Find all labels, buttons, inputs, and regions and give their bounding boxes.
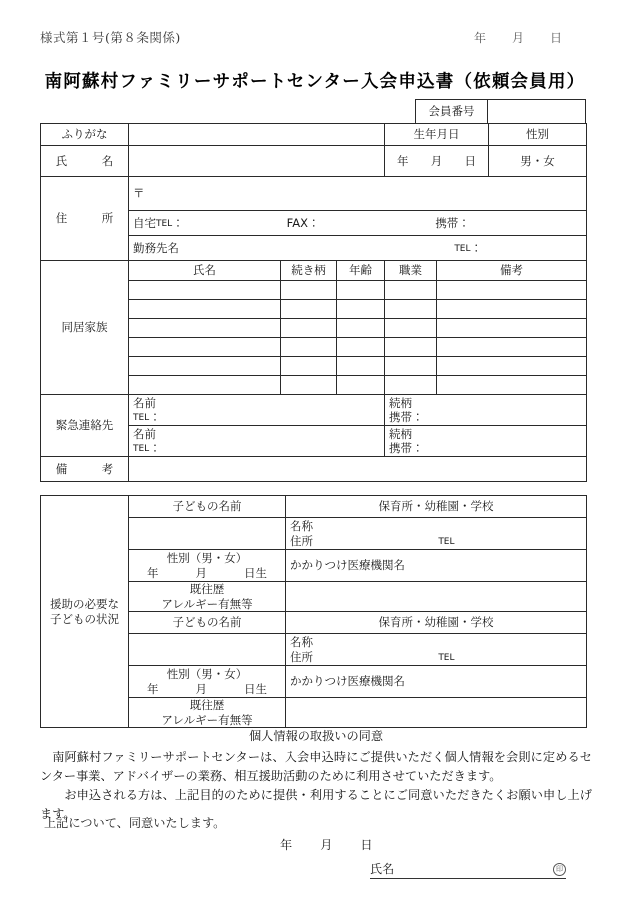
household-cell-relation[interactable] <box>281 357 337 376</box>
household-cell-job[interactable] <box>385 319 437 338</box>
facility-address-label: 住所 <box>290 649 313 664</box>
household-cell-relation[interactable] <box>281 319 337 338</box>
emergency-name-label: 名前 <box>133 426 156 441</box>
birthdate-field[interactable] <box>385 146 489 177</box>
consent-paragraph-2: お申込される方は、上記目的のために提供・利用することにご同意いただきたくお願い申し上げます。 <box>40 787 592 821</box>
household-cell-remarks[interactable] <box>437 300 587 319</box>
gender-label: 性別 <box>489 124 587 146</box>
emergency-relation-label: 続柄 <box>389 426 412 441</box>
birth-year-label: 年 <box>397 153 409 168</box>
name-label: 氏 名 <box>41 146 129 177</box>
child-gender-label: 性別（男・女） <box>166 667 248 682</box>
member-number-field[interactable] <box>488 100 586 124</box>
child-dob-month: 月 <box>195 565 207 580</box>
furigana-label: ふりがな <box>41 124 129 146</box>
member-number-row <box>416 100 586 124</box>
header-date-line <box>474 29 590 46</box>
child-1-header-row <box>41 496 587 518</box>
child-1-history-label-cell <box>129 582 286 612</box>
child-dob-line <box>133 566 281 580</box>
facility-name-label: 名称 <box>290 519 313 534</box>
contact-field[interactable] <box>129 211 587 236</box>
household-cell-age[interactable] <box>337 300 385 319</box>
child-1-gender-dob-cell[interactable] <box>129 550 286 582</box>
name-row <box>41 146 587 177</box>
facility-address-row <box>290 650 582 664</box>
emergency-name-cell-1[interactable] <box>129 395 385 426</box>
history-label-line2: アレルギー有無等 <box>161 712 253 727</box>
member-number-table <box>415 99 586 124</box>
household-cell-name[interactable] <box>129 357 281 376</box>
header-day-label: 日 <box>549 30 562 45</box>
household-col-name: 氏名 <box>129 261 281 281</box>
household-cell-job[interactable] <box>385 376 437 395</box>
household-cell-remarks[interactable] <box>437 357 587 376</box>
consent-date-line[interactable] <box>280 836 373 853</box>
facility-tel-label: TEL <box>438 536 455 547</box>
emergency-mobile-label: 携帯： <box>389 441 424 455</box>
household-col-relation: 続き柄 <box>281 261 337 281</box>
birth-day-label: 日 <box>464 153 476 168</box>
consent-day-label: 日 <box>360 838 373 852</box>
birthdate-label: 生年月日 <box>385 124 489 146</box>
history-label-line2: アレルギー有無等 <box>161 596 253 611</box>
child-gender-label: 性別（男・女） <box>166 551 248 566</box>
doctor-label: かかりつけ医療機関名 <box>290 558 405 573</box>
child-2-facility-cell[interactable] <box>286 634 587 666</box>
emergency-mobile-label: 携帯： <box>389 410 424 424</box>
remarks-row <box>41 457 587 482</box>
household-cell-relation[interactable] <box>281 376 337 395</box>
furigana-row <box>41 124 587 146</box>
household-cell-age[interactable] <box>337 281 385 300</box>
main-form-table <box>40 123 587 482</box>
child-2-history-field[interactable] <box>286 698 587 728</box>
child-1-facility-cell[interactable] <box>286 518 587 550</box>
household-cell-age[interactable] <box>337 357 385 376</box>
household-cell-remarks[interactable] <box>437 338 587 357</box>
fax-label: FAX： <box>286 215 320 230</box>
household-cell-job[interactable] <box>385 281 437 300</box>
mobile-label: 携帯： <box>435 215 470 230</box>
household-cell-relation[interactable] <box>281 338 337 357</box>
workplace-tel-label: TEL： <box>454 240 483 255</box>
child-1-history-field[interactable] <box>286 582 587 612</box>
child-2-name-field[interactable] <box>129 634 286 666</box>
consent-title: 個人情報の取扱いの同意 <box>248 729 384 743</box>
consent-month-label: 月 <box>320 838 333 852</box>
child-name-header: 子どもの名前 <box>129 612 286 634</box>
household-cell-relation[interactable] <box>281 300 337 319</box>
assistance-label-line1: 援助の必要な <box>50 597 119 612</box>
child-dob-year: 年 <box>147 565 159 580</box>
gender-options[interactable]: 男・女 <box>489 146 587 177</box>
household-cell-age[interactable] <box>337 319 385 338</box>
child-dob-month: 月 <box>195 681 207 696</box>
school-header: 保育所・幼稚園・学校 <box>286 612 587 634</box>
child-dob-line <box>133 682 281 696</box>
document-header <box>40 28 590 46</box>
postal-mark-icon: 〒 <box>133 186 145 201</box>
child-1-name-field[interactable] <box>129 518 286 550</box>
remarks-label: 備 考 <box>41 457 129 482</box>
emergency-name-label: 名前 <box>133 395 156 410</box>
household-cell-job[interactable] <box>385 338 437 357</box>
address-postal-row <box>41 177 587 211</box>
assistance-section-label <box>41 496 129 728</box>
furigana-field[interactable] <box>129 124 385 146</box>
household-cell-remarks[interactable] <box>437 319 587 338</box>
household-cell-remarks[interactable] <box>437 376 587 395</box>
household-cell-remarks[interactable] <box>437 281 587 300</box>
child-dob-day: 日生 <box>244 565 267 580</box>
child-1-doctor-cell[interactable] <box>286 550 587 582</box>
household-col-job: 職業 <box>385 261 437 281</box>
child-name-header: 子どもの名前 <box>129 496 286 518</box>
household-cell-relation[interactable] <box>281 281 337 300</box>
facility-tel-label: TEL <box>438 652 455 663</box>
household-cell-age[interactable] <box>337 376 385 395</box>
history-label-line1: 既往歴 <box>189 698 225 713</box>
child-2-history-label-cell <box>129 698 286 728</box>
emergency-tel-label: TEL： <box>133 441 161 455</box>
address-label: 住 所 <box>41 177 129 261</box>
child-dob-day: 日生 <box>244 681 267 696</box>
household-cell-name[interactable] <box>129 376 281 395</box>
household-label: 同居家族 <box>41 261 129 395</box>
doctor-label: かかりつけ医療機関名 <box>290 674 405 689</box>
household-cell-name[interactable] <box>129 319 281 338</box>
household-col-age: 年齢 <box>337 261 385 281</box>
birth-month-label: 月 <box>430 153 443 168</box>
household-cell-job[interactable] <box>385 300 437 319</box>
household-header-row <box>41 261 587 281</box>
emergency-relation-cell-2[interactable] <box>385 426 587 457</box>
child-2-gender-dob-cell[interactable] <box>129 666 286 698</box>
household-cell-name[interactable] <box>129 338 281 357</box>
facility-address-label: 住所 <box>290 533 313 548</box>
member-number-label: 会員番号 <box>416 100 488 124</box>
header-month-label: 月 <box>511 30 524 45</box>
household-cell-name[interactable] <box>129 281 281 300</box>
name-field[interactable] <box>129 146 385 177</box>
emergency-relation-label: 続柄 <box>389 395 412 410</box>
school-header: 保育所・幼稚園・学校 <box>286 496 587 518</box>
page-title: 南阿蘇村ファミリーサポートセンター入会申込書（依頼会員用） <box>44 72 586 92</box>
facility-name-label: 名称 <box>290 635 313 650</box>
seal-icon: 印 <box>553 863 566 876</box>
consent-year-label: 年 <box>280 838 293 852</box>
children-assistance-table <box>40 495 587 728</box>
emergency-label: 緊急連絡先 <box>41 395 129 457</box>
workplace-field[interactable] <box>129 236 587 261</box>
consent-paragraph-1: 南阿蘇村ファミリーサポートセンターは、入会申込時にご提供いただく個人情報を会則に定めるセンター事業、アドバイザーの業務、相互援助活動のために利用させていただきます。 <box>40 749 592 783</box>
consent-section <box>40 727 592 824</box>
emergency-contact-row-1 <box>41 395 587 426</box>
household-cell-job[interactable] <box>385 357 437 376</box>
household-cell-name[interactable] <box>129 300 281 319</box>
home-tel-label: 自宅TEL： <box>133 215 184 230</box>
header-year-label: 年 <box>473 30 486 45</box>
child-2-doctor-cell[interactable] <box>286 666 587 698</box>
consent-agreement-line: 上記について、同意いたします。 <box>44 816 226 830</box>
emergency-relation-cell-1[interactable] <box>385 395 587 426</box>
facility-address-row <box>290 534 582 548</box>
postal-field[interactable] <box>129 177 587 211</box>
assistance-label-line2: 子どもの状況 <box>50 611 119 626</box>
signature-row[interactable] <box>370 860 566 879</box>
form-number: 様式第１号(第８条関係) <box>40 30 181 45</box>
household-cell-age[interactable] <box>337 338 385 357</box>
history-label-line1: 既往歴 <box>189 582 225 597</box>
household-col-remarks: 備考 <box>437 261 587 281</box>
signature-label: 氏名 <box>370 862 395 876</box>
emergency-name-cell-2[interactable] <box>129 426 385 457</box>
child-dob-year: 年 <box>147 681 159 696</box>
emergency-tel-label: TEL： <box>133 410 161 424</box>
workplace-label: 勤務先名 <box>133 240 179 255</box>
remarks-field[interactable] <box>129 457 587 482</box>
